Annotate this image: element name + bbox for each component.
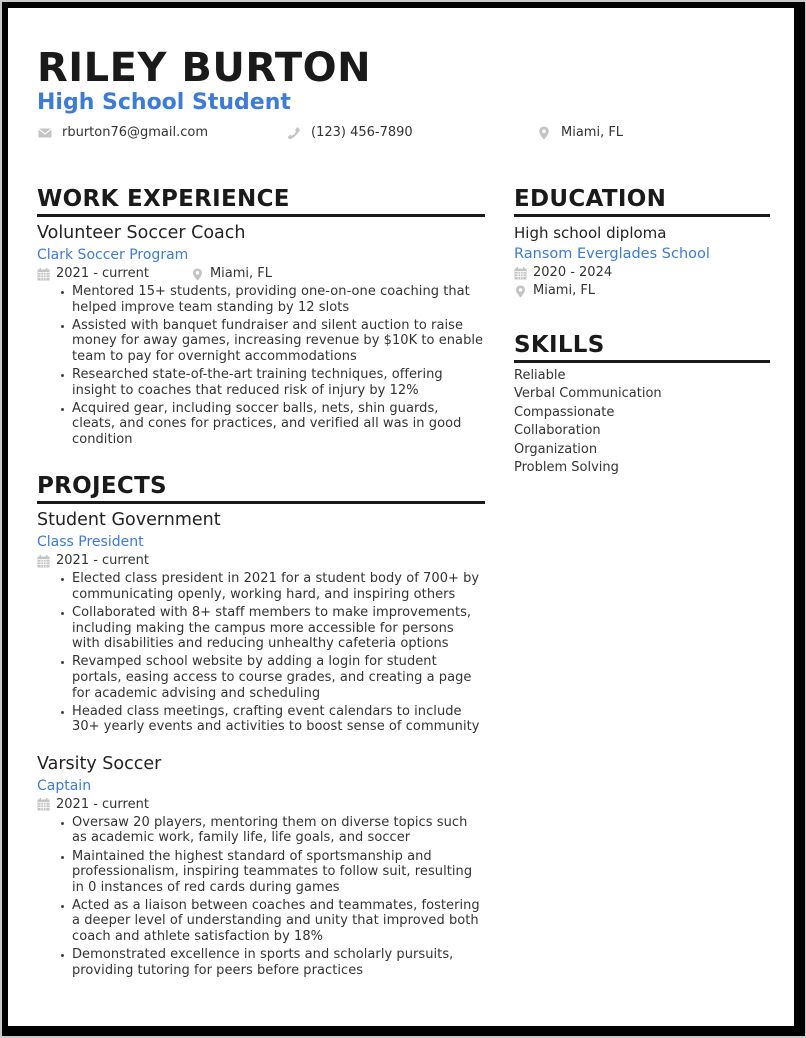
skill-item: Problem Solving: [514, 460, 619, 476]
map-pin-icon: [514, 285, 527, 298]
job-title: Volunteer Soccer Coach: [37, 223, 246, 243]
project-title: Varsity Soccer: [37, 753, 162, 774]
skill-item: Reliable: [514, 368, 566, 383]
contact-email: [38, 124, 208, 142]
job-location: Miami, FL: [191, 265, 272, 283]
education-dates: 2020 - 2024: [514, 264, 770, 282]
education-location: Miami, FL: [514, 282, 770, 300]
project-dates: 2021 - current: [37, 796, 149, 814]
job-meta: [37, 265, 485, 283]
project-title: Student Government: [37, 510, 221, 531]
bullet-item: Headed class meetings, crafting event calendars to include 30+ yearly events and activities to boost sense of community: [61, 704, 485, 735]
section-heading-projects: PROJECTS: [37, 471, 485, 504]
bullet-item: Revamped school website by adding a login for student portals, easing access to course grades, and creating a page for academic advising and scheduling: [61, 654, 485, 701]
section-heading-work-experience: WORK EXPERIENCE: [37, 184, 485, 217]
section-heading-education: EDUCATION: [514, 184, 770, 217]
contact-location: [537, 124, 623, 142]
bullet-item: Acquired gear, including soccer balls, nets, shin guards, cleats, and cones for practices, and verified all was in good condition: [61, 401, 485, 448]
bullet-item: Assisted with banquet fundraiser and silent auction to raise money for away games, increasing revenue by $10K to enable team to pay for overnight accommodations: [61, 318, 485, 365]
bullet-item: Demonstrated excellence in sports and scholarly pursuits, providing tutoring for peers before practices: [61, 947, 485, 978]
job-dates: 2021 - current: [37, 265, 149, 283]
project-dates: 2021 - current: [37, 552, 149, 570]
phone-icon: [287, 126, 301, 140]
project-role: Class President: [37, 534, 144, 551]
bullet-item: Oversaw 20 players, mentoring them on diverse topics such as academic work, family life, life goals, and soccer: [61, 815, 485, 846]
skill-item: Compassionate: [514, 404, 615, 420]
right-column: [514, 184, 770, 477]
skill-item: Collaboration: [514, 423, 601, 439]
envelope-icon: [38, 126, 52, 140]
phone-text: (123) 456-7890: [311, 125, 413, 140]
project-bullets: [61, 571, 485, 734]
skills-list: [514, 367, 770, 477]
project-meta: [37, 552, 485, 570]
job-bullets: [61, 284, 485, 447]
project-role: Captain: [37, 777, 92, 794]
map-pin-icon: [191, 268, 204, 281]
bullet-item: Collaborated with 8+ staff members to make improvements, including making the campus more accessible for persons with disabilities and reducing unhealthy cafeteria options: [61, 605, 485, 652]
degree: High school diploma: [514, 224, 667, 242]
employer-name: Clark Soccer Program: [37, 247, 189, 263]
calendar-icon: [37, 268, 50, 281]
bullet-item: Maintained the highest standard of sportsmanship and professionalism, inspiring teammates to follow suit, resulting in 0 instances of red cards during games: [61, 849, 485, 896]
map-pin-icon: [537, 126, 551, 140]
project-bullets: [61, 815, 485, 978]
bullet-item: Elected class president in 2021 for a student body of 700+ by communicating openly, working hard, and inspiring others: [61, 571, 485, 602]
calendar-icon: [514, 267, 527, 280]
bullet-item: Mentored 15+ students, providing one-on-one coaching that helped improve team standing by 12 slots: [61, 284, 485, 315]
bullet-item: Researched state-of-the-art training techniques, offering insight to coaches that reduced risk of injury by 12%: [61, 367, 485, 398]
candidate-title: High School Student: [37, 90, 291, 115]
bullet-item: Acted as a liaison between coaches and teammates, fostering a deeper level of understanding and unity that improved both coach and athlete satisfaction by 18%: [61, 898, 485, 945]
project-meta: [37, 796, 485, 814]
school-name: Ransom Everglades School: [514, 246, 710, 262]
candidate-name: RILEY BURTON: [37, 45, 372, 91]
skill-item: Verbal Communication: [514, 386, 662, 402]
location-text: Miami, FL: [561, 125, 624, 140]
resume-page: [8, 8, 794, 1026]
calendar-icon: [37, 798, 50, 811]
calendar-icon: [37, 555, 50, 568]
skill-item: Organization: [514, 441, 598, 457]
project-entry: [37, 509, 485, 734]
section-heading-skills: SKILLS: [514, 330, 770, 363]
left-column: [37, 184, 485, 981]
email-text: rburton76@gmail.com: [62, 125, 209, 140]
work-entry: [37, 222, 485, 447]
education-entry: [514, 223, 770, 300]
contact-phone: [287, 124, 413, 142]
project-entry: [37, 753, 485, 978]
